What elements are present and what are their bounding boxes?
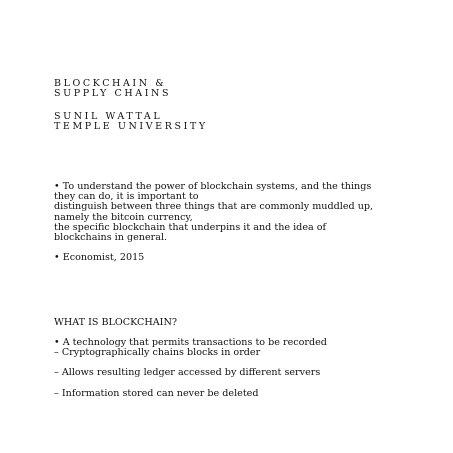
quote-paragraph <box>54 182 434 243</box>
list-item: • A technology that permits transactions to be recorded <box>54 337 327 348</box>
title-line-2: SUPPLY CHAINS <box>54 88 172 99</box>
quote-source <box>54 253 434 263</box>
quote-line-4: namely the bitcoin currency, <box>54 211 193 223</box>
quote-line-1: • To understand the power of blockchain systems, and the things <box>54 181 372 192</box>
source-text: • Economist, 2015 <box>54 252 145 263</box>
author-name: SUNIL WATTAL <box>54 111 163 122</box>
list-item: – Cryptographically chains blocks in order <box>54 347 261 359</box>
section-list <box>54 338 434 399</box>
author-affiliation: TEMPLE UNIVERSITY <box>54 121 208 132</box>
section-heading <box>54 318 434 328</box>
quote-line-2: they can do, it is important to <box>54 191 199 203</box>
title-line-1: BLOCKCHAIN & <box>54 78 167 89</box>
section-heading-text: WHAT IS BLOCKCHAIN? <box>54 317 177 328</box>
list-item: – Information stored can never be deleted <box>54 387 259 399</box>
document-title <box>54 79 434 99</box>
author-info <box>54 112 434 132</box>
quote-line-3: distinguish between three things that are commonly muddled up, <box>54 201 374 213</box>
quote-line-5: the specific blockchain that underpins it and the idea of <box>54 221 327 233</box>
list-item: – Allows resulting ledger accessed by different servers <box>54 367 321 379</box>
quote-line-6: blockchains in general. <box>54 232 168 244</box>
